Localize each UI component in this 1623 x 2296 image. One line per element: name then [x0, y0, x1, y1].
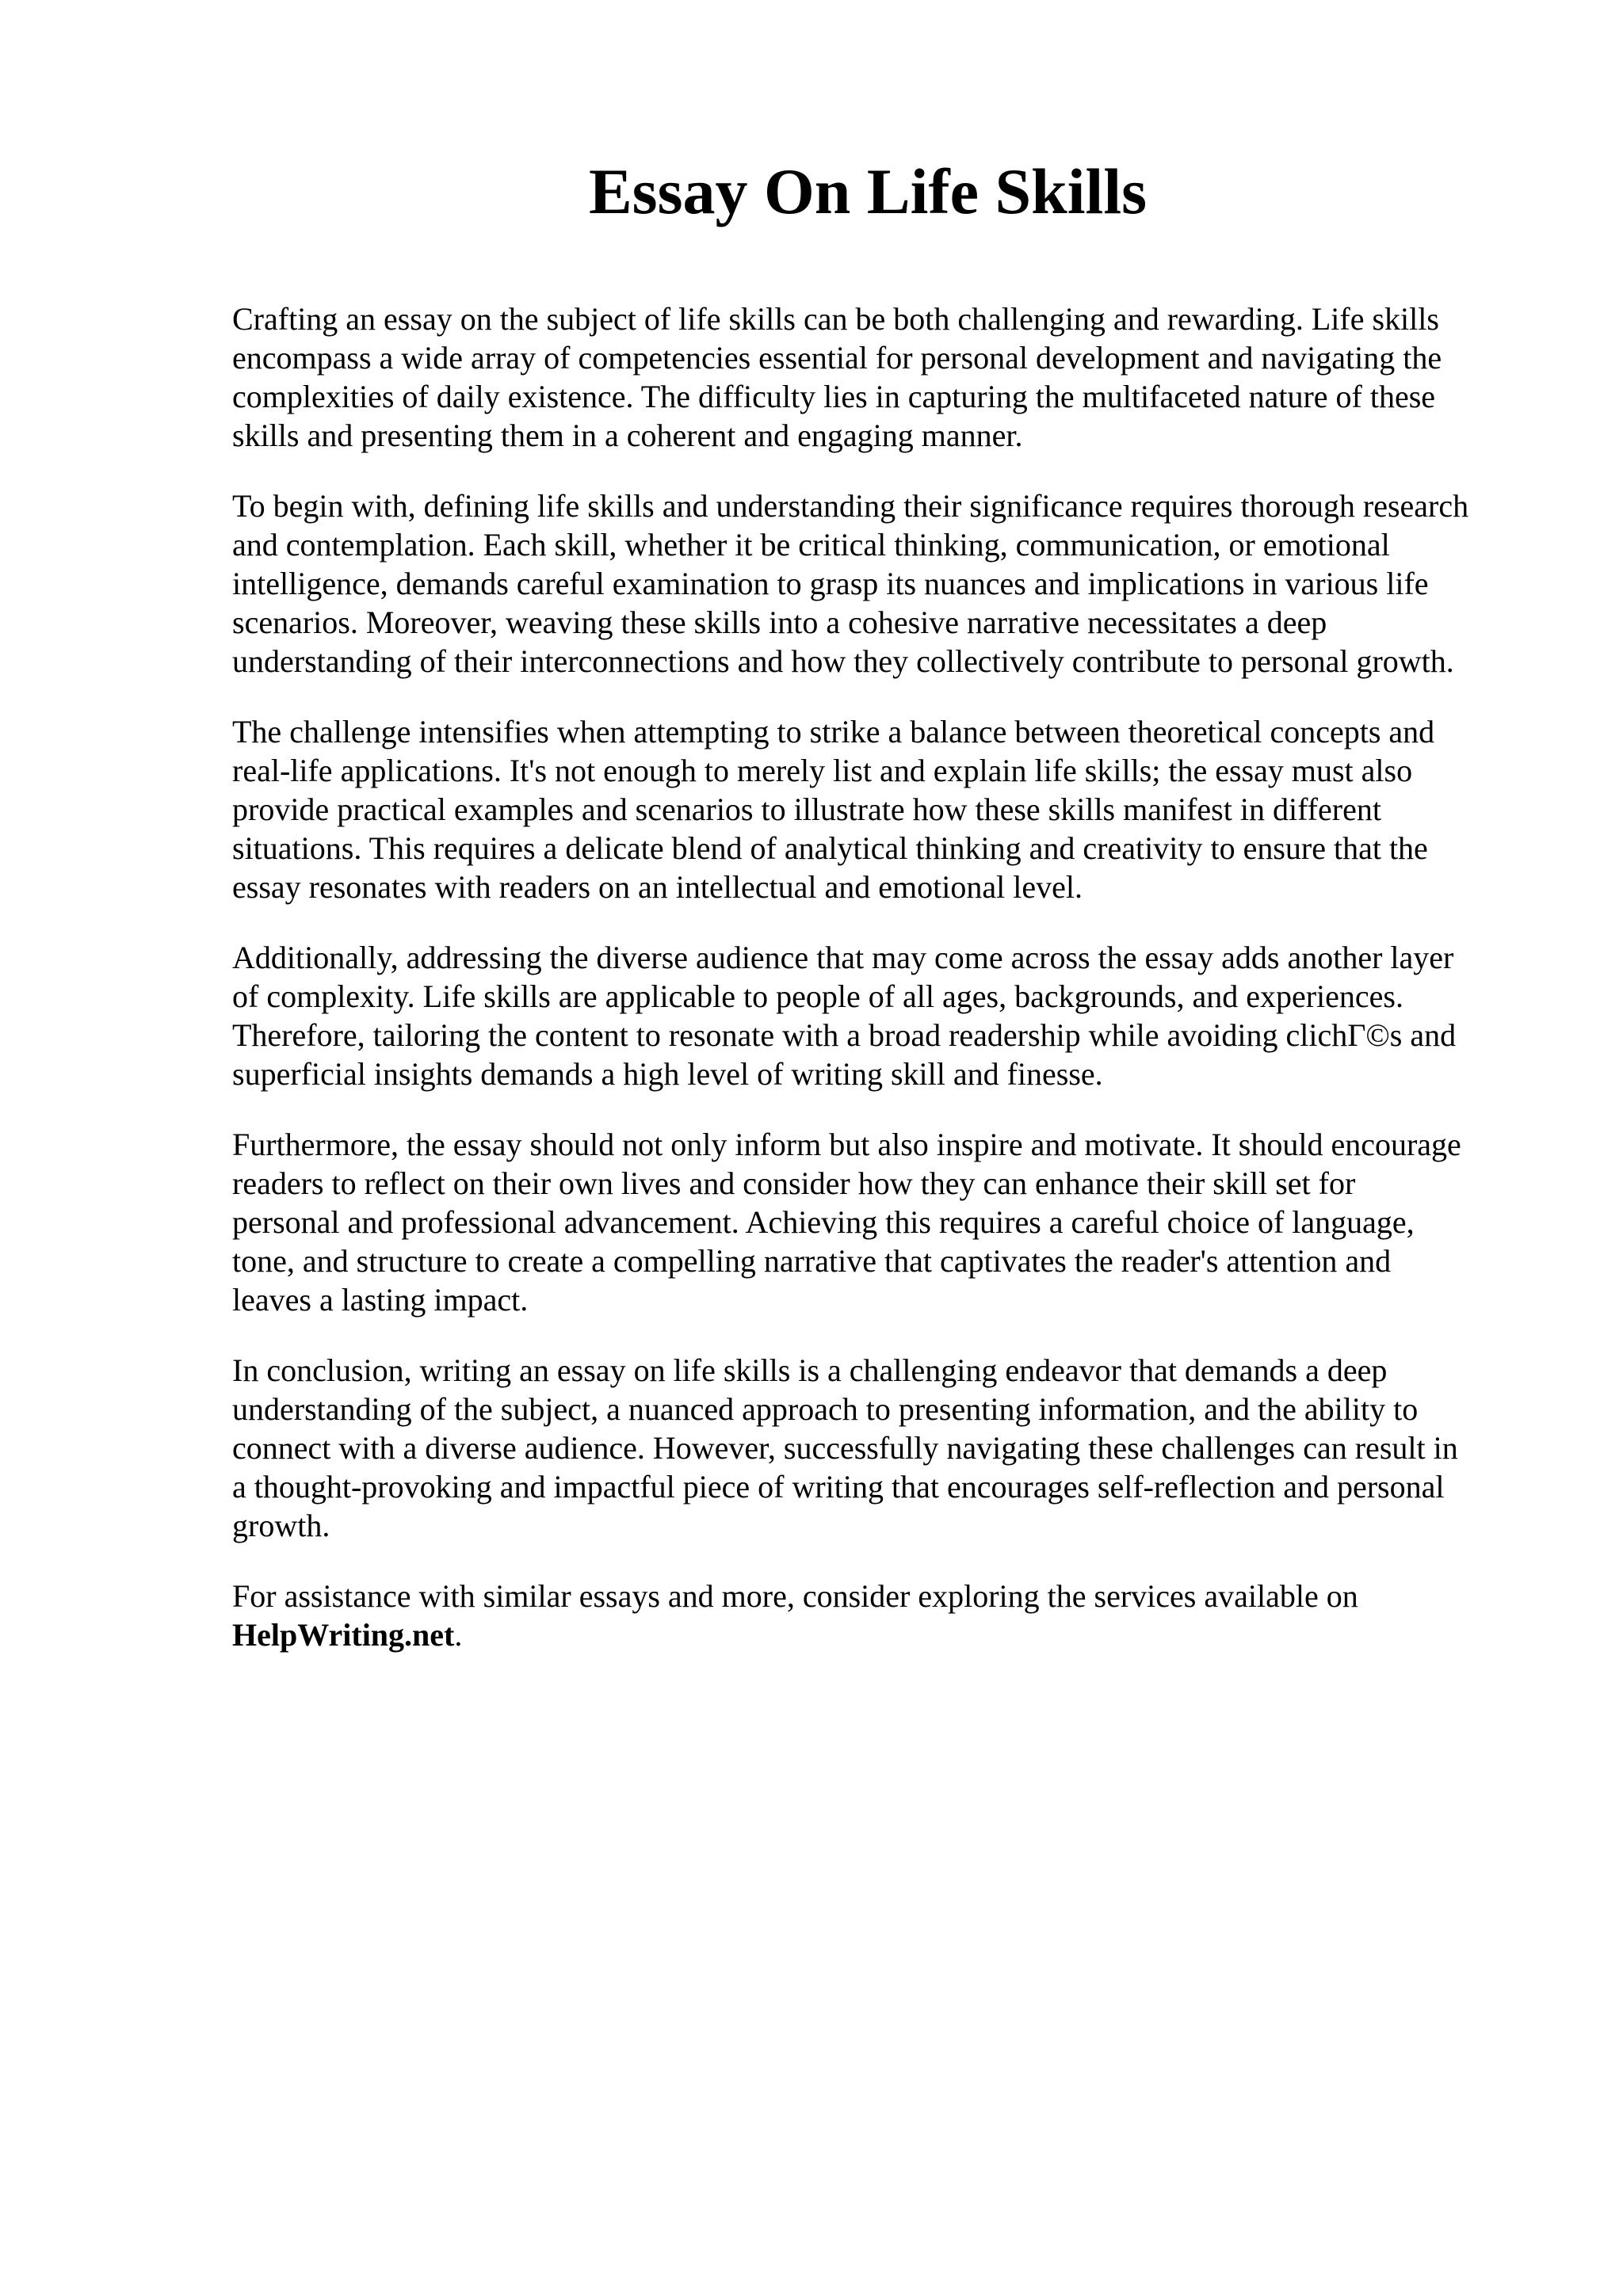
- paragraph-line: provide practical examples and scenarios to illustrate how these skills manifest in different: [232, 791, 1381, 827]
- closing-paragraph: [232, 1577, 1532, 1654]
- paragraph-line: In conclusion, writing an essay on life skills is a challenging endeavor that demands a deep: [232, 1352, 1388, 1388]
- paragraph-line: connect with a diverse audience. However, successfully navigating these challenges can result in: [232, 1430, 1458, 1466]
- paragraph-4: [232, 938, 1532, 1093]
- paragraph-2: [232, 486, 1532, 681]
- paragraph-line: skills and presenting them in a coherent and engaging manner.: [232, 418, 1023, 453]
- paragraph-line: a thought-provoking and impactful piece of writing that encourages self-reflection and personal: [232, 1469, 1445, 1505]
- paragraph-line: encompass a wide array of competencies essential for personal development and navigating the: [232, 340, 1442, 376]
- page-title: Essay On Life Skills: [588, 155, 1148, 227]
- paragraph-line: situations. This requires a delicate blend of analytical thinking and creativity to ensure that the: [232, 830, 1428, 866]
- paragraph-line: readers to reflect on their own lives and consider how they can enhance their skill set for: [232, 1165, 1356, 1201]
- paragraph-line: Furthermore, the essay should not only inform but also inspire and motivate. It should encourage: [232, 1127, 1461, 1162]
- paragraph-line: tone, and structure to create a compelling narrative that captivates the reader's attention and: [232, 1243, 1392, 1279]
- paragraph-line: understanding of their interconnections and how they collectively contribute to personal growth.: [232, 643, 1454, 679]
- paragraph-line: Therefore, tailoring the content to resonate with a broad readership while avoiding clichΓ©s and: [232, 1017, 1457, 1053]
- paragraph-line: and contemplation. Each skill, whether it be critical thinking, communication, or emotional: [232, 527, 1390, 563]
- paragraph-line: scenarios. Moreover, weaving these skills into a cohesive narrative necessitates a deep: [232, 605, 1327, 640]
- essay-body: [232, 299, 1532, 1686]
- paragraph-line: The challenge intensifies when attempting to strike a balance between theoretical concepts and: [232, 714, 1435, 749]
- paragraph-line: To begin with, defining life skills and understanding their significance requires thorough research: [232, 488, 1469, 524]
- paragraph-line: leaves a lasting impact.: [232, 1282, 529, 1318]
- paragraph-line: superficial insights demands a high level of writing skill and finesse.: [232, 1056, 1103, 1092]
- paragraph-3: [232, 712, 1532, 906]
- paragraph-line: real-life applications. It's not enough to merely list and explain life skills; the essay must also: [232, 753, 1413, 788]
- paragraph-line: Crafting an essay on the subject of life skills can be both challenging and rewarding. Life skills: [232, 301, 1439, 337]
- paragraph-line: intelligence, demands careful examination to grasp its nuances and implications in various life: [232, 566, 1429, 601]
- helpwriting-link[interactable]: HelpWriting.net: [232, 1617, 455, 1653]
- paragraph-line: understanding of the subject, a nuanced approach to presenting information, and the ability to: [232, 1391, 1419, 1427]
- paragraph-5: [232, 1125, 1532, 1319]
- paragraph-line: Additionally, addressing the diverse audience that may come across the essay adds another layer: [232, 940, 1454, 975]
- paragraph-line: of complexity. Life skills are applicable to people of all ages, backgrounds, and experiences.: [232, 978, 1403, 1014]
- closing-link-line: [232, 1615, 1532, 1654]
- paragraph-line: personal and professional advancement. Achieving this requires a careful choice of language,: [232, 1204, 1415, 1240]
- paragraph-6: [232, 1351, 1532, 1545]
- closing-line: For assistance with similar essays and more, consider exploring the services available on: [232, 1578, 1358, 1614]
- paragraph-line: essay resonates with readers on an intellectual and emotional level.: [232, 869, 1083, 905]
- paragraph-line: growth.: [232, 1508, 330, 1543]
- closing-period: .: [454, 1617, 463, 1653]
- paragraph-1: [232, 299, 1532, 455]
- paragraph-line: complexities of daily existence. The difficulty lies in capturing the multifaceted nature of these: [232, 379, 1436, 414]
